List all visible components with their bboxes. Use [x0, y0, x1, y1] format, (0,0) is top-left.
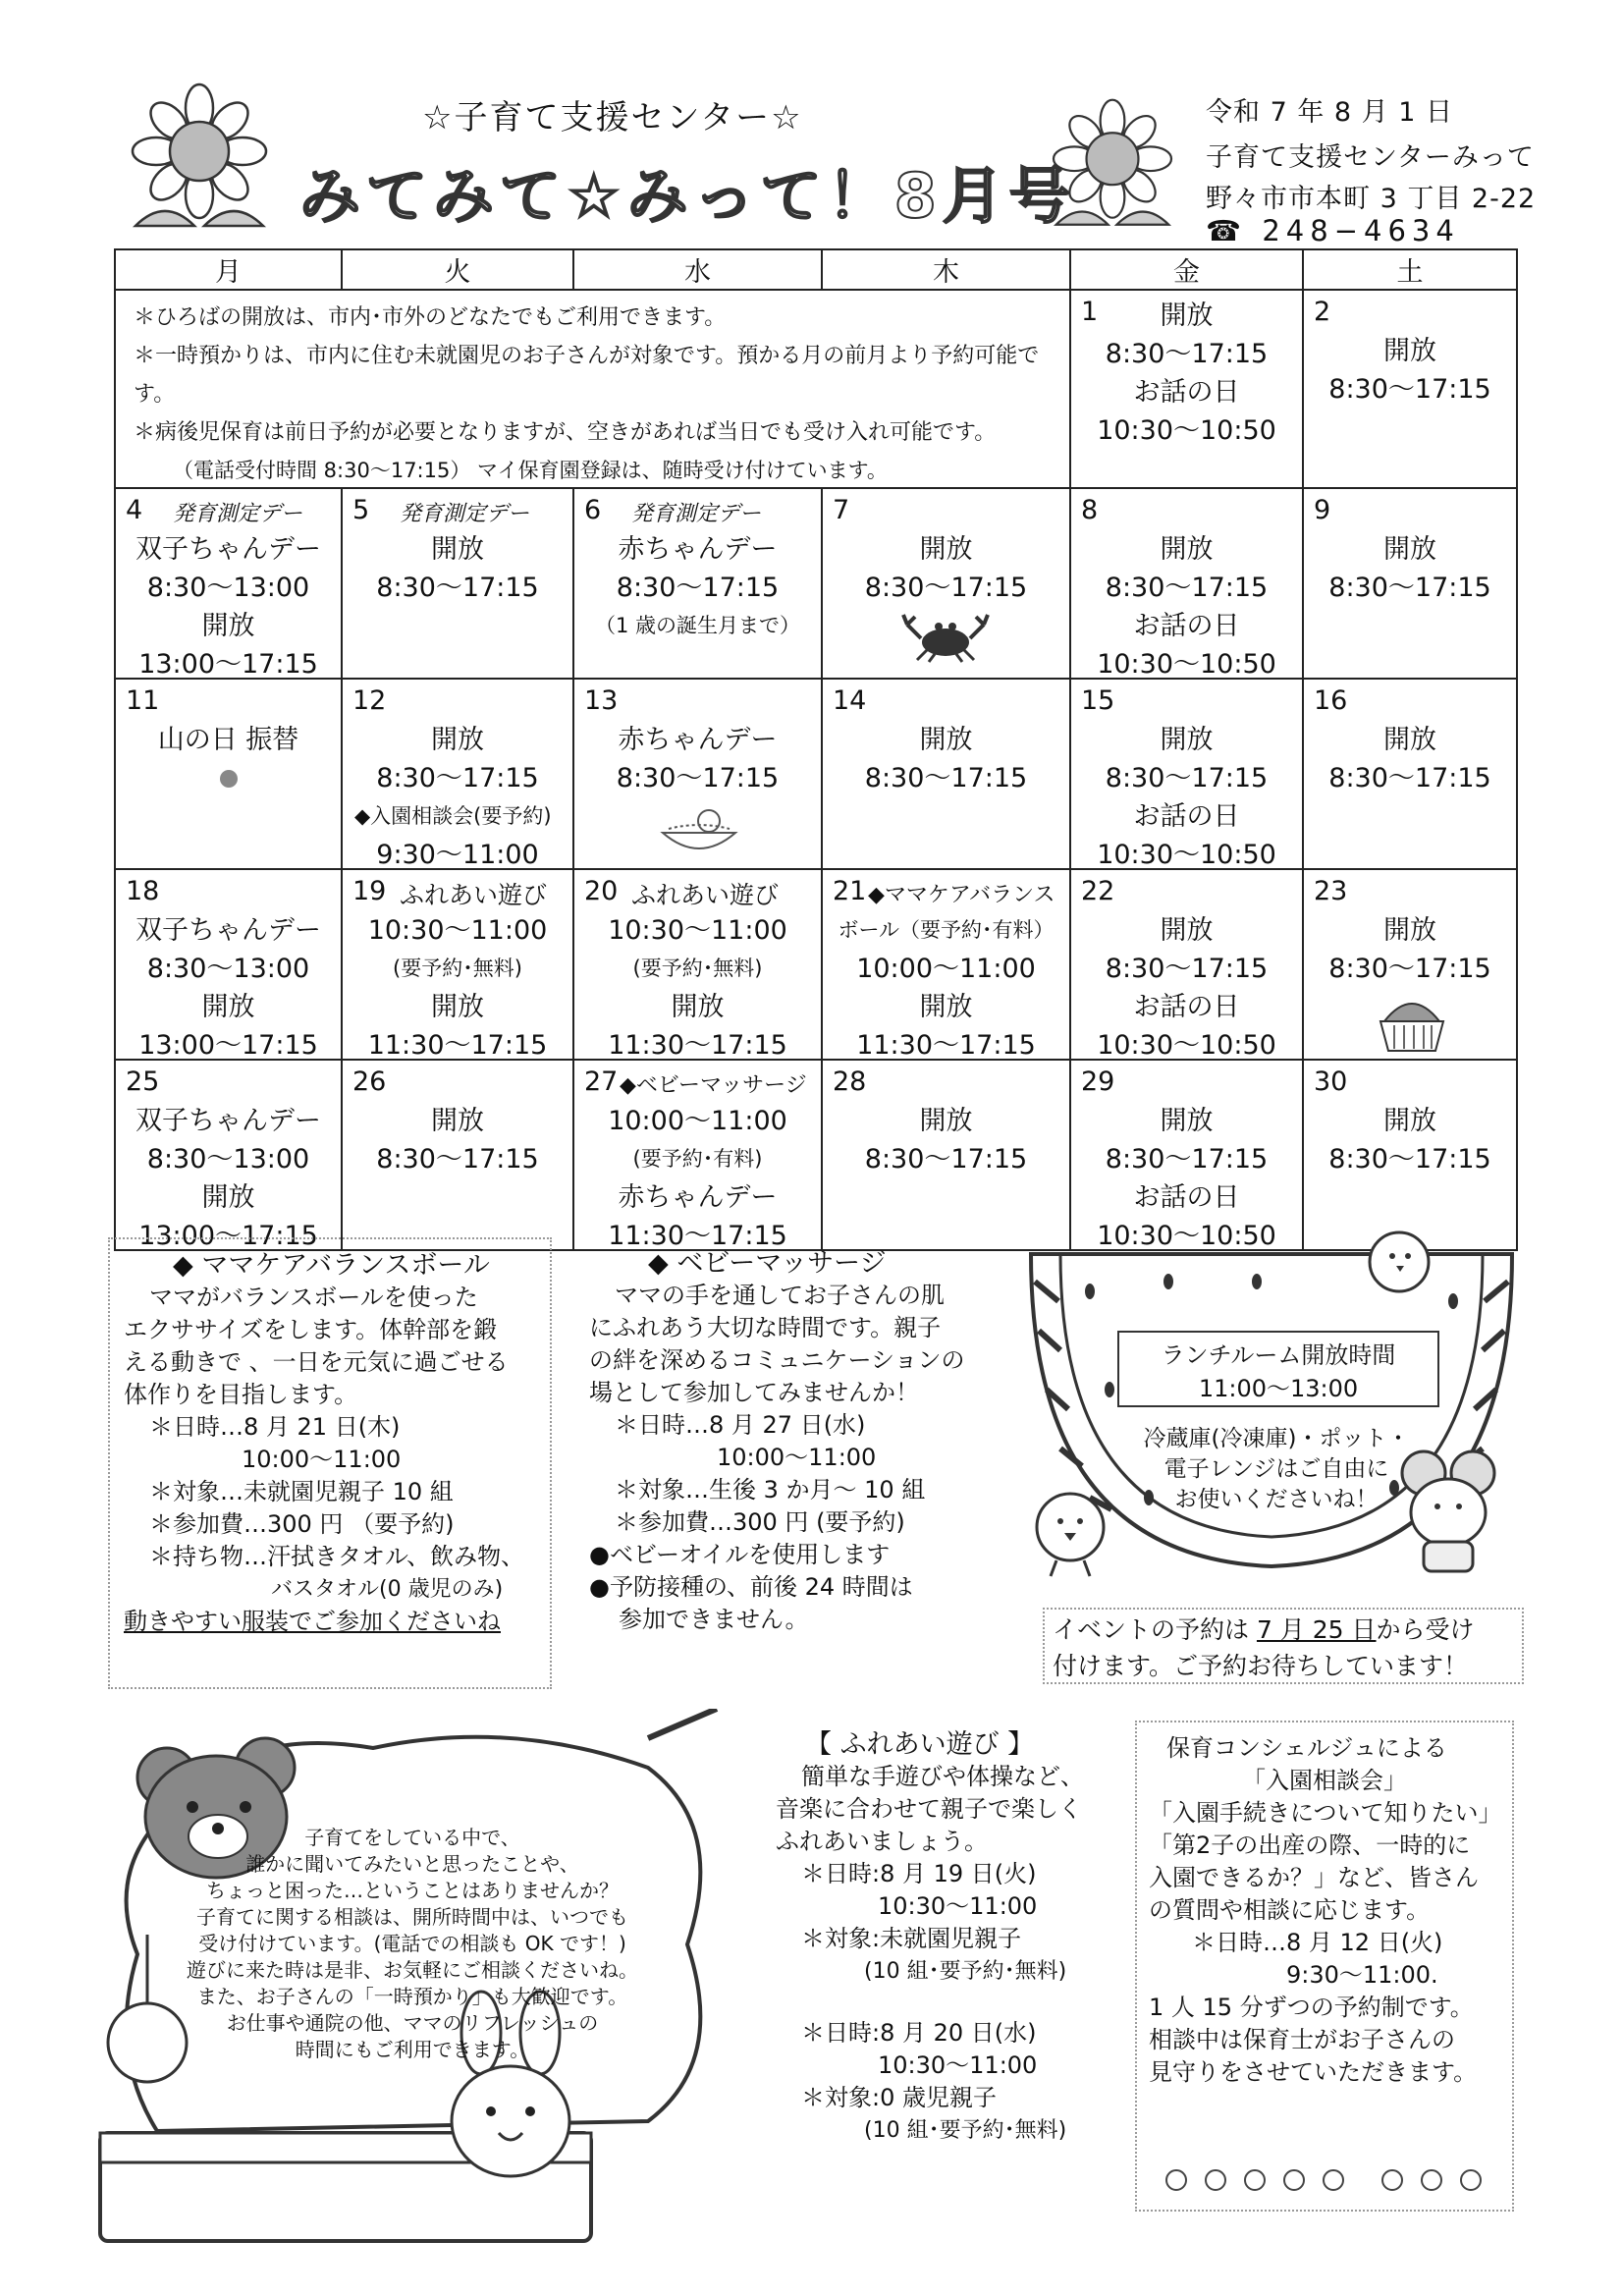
day-cell: [342, 679, 573, 869]
day-line: 開放: [1383, 336, 1436, 366]
day-line: 開放: [1160, 301, 1214, 331]
consult-line: 時間にもご利用できます。: [295, 2038, 530, 2061]
massage-target: ＊対象…生後 3 か月～ 10 組: [615, 1476, 926, 1503]
baby-bath-illustration: [655, 803, 743, 862]
day-line: 開放: [201, 1182, 255, 1213]
sunflower-left-illustration: [116, 79, 283, 236]
mamacare-time: 10:00～11:00: [242, 1446, 402, 1473]
massage-fee: ＊参加費…300 円 (要予約): [615, 1508, 905, 1536]
consult-line: お仕事や通院の他、ママのリフレッシュの: [226, 2011, 599, 2035]
lunch-time: 11:00～13:00: [1198, 1375, 1359, 1402]
day-number: 20: [584, 876, 619, 906]
day-cell: [822, 869, 1070, 1060]
consult-line: 子育てに関する相談は、開所時間中は、いつでも: [196, 1905, 628, 1929]
day-line: お話の日: [1133, 1182, 1240, 1213]
day-line: 10:00～11:00: [608, 1106, 787, 1136]
day-cell: [342, 1060, 573, 1250]
lunch-note-line: お使いくださいね！: [1174, 1487, 1379, 1512]
reservation-date: 7 月 25 日: [1256, 1615, 1377, 1644]
consult-line: 誰かに聞いてみたいと思ったことや、: [245, 1852, 579, 1876]
concierge-time: 9:30～11:00.: [1286, 1961, 1438, 1989]
day-note: （1 歳の誕生月まで）: [594, 614, 801, 637]
chick-illustration: [1355, 1223, 1443, 1311]
mamacare-title: ◆ ママケアバランスボール: [173, 1250, 490, 1281]
mamacare-desc: える動きで 、一日を元気に過ごせる: [124, 1348, 509, 1376]
day-tag: 発育測定デー: [173, 502, 303, 526]
day-line: 8:30～17:15: [1328, 573, 1491, 603]
day-line: 11:30～17:15: [608, 1221, 787, 1251]
fureai-desc: ふれあいましょう。: [776, 1828, 988, 1855]
weekday-wed: 水: [573, 249, 822, 290]
fureai-date: ＊日時:8 月 19 日(火): [801, 1860, 1037, 1887]
mamacare-target: ＊対象…未就園児親子 10 組: [149, 1478, 454, 1505]
day-cell: [822, 1060, 1070, 1250]
lunch-note: [1129, 1424, 1424, 1515]
concierge-title: 保育コンシェルジュによる: [1166, 1734, 1447, 1762]
concierge-date: ＊日時…8 月 12 日(火): [1192, 1929, 1443, 1956]
day-cell: [1070, 488, 1303, 679]
fureai-target: ＊対象:未就園児親子: [801, 1925, 1022, 1952]
day-line: 開放: [201, 992, 255, 1022]
fureai-desc: 簡単な手遊びや体操など、: [801, 1763, 1084, 1790]
mamacare-items: ＊持ち物…汗拭きタオル、飲み物、: [149, 1543, 525, 1570]
day-number: 30: [1314, 1066, 1348, 1097]
day-tag: 発育測定デー: [400, 502, 530, 526]
day-cell: [1303, 488, 1517, 679]
day-number: 2: [1314, 297, 1331, 327]
day-line: 8:30～17:15: [1105, 1144, 1269, 1175]
day-line: 8:30～17:15: [1105, 573, 1269, 603]
day-cell: [1303, 290, 1517, 488]
day-line: 8:30～17:15: [864, 1144, 1028, 1175]
day-line: 赤ちゃんデー: [618, 725, 778, 755]
day-number: 21: [833, 876, 867, 906]
concierge-title: 「入園相談会」: [1242, 1767, 1407, 1794]
fureai-time: 10:30～11:00: [878, 1892, 1038, 1920]
day-line: 8:30～13:00: [146, 954, 310, 984]
consult-line: ちょっと困った…ということはありませんか？: [206, 1879, 619, 1902]
ducklings-decoration-icon: [1157, 2157, 1490, 2196]
fureai-title: 【 ふれあい遊び 】: [805, 1729, 1035, 1760]
concierge-desc: の質問や相談に応じます。: [1149, 1896, 1431, 1924]
reservation-text: から受け: [1376, 1615, 1475, 1644]
day-cell: [115, 679, 342, 869]
mamacare-desc: ママがバランスボールを使った: [149, 1284, 478, 1311]
day-line: 開放: [201, 611, 255, 641]
lunch-title: ランチルーム開放時間: [1161, 1341, 1396, 1369]
day-tag: ふれあい遊び: [400, 881, 548, 909]
day-line: 8:30～17:15: [376, 1144, 539, 1175]
consult-line: 受け付けています。(電話での相談も OK です！): [198, 1932, 626, 1955]
day-line: 11:30～17:15: [608, 1030, 787, 1061]
notice-line: （電話受付時間 8:30～17:15） マイ保育園登録は、随時受け付けています。: [173, 459, 888, 482]
day-cell: [115, 869, 342, 1060]
massage-date: ＊日時…8 月 27 日(水): [615, 1411, 866, 1439]
day-tag: ◆ベビーマッサージ: [620, 1073, 807, 1098]
concierge-desc: 1 人 15 分ずつの予約制です。: [1149, 1994, 1474, 2021]
day-cell: [1070, 1060, 1303, 1250]
header-subtitle: ☆子育て支援センター☆: [422, 98, 803, 137]
day-line: 8:30～17:15: [864, 763, 1028, 793]
day-line: 開放: [1383, 915, 1436, 946]
day-number: 8: [1081, 495, 1099, 525]
day-line: (要予約･有料): [632, 1147, 763, 1171]
consult-text: [157, 1825, 668, 2063]
mamacare-date: ＊日時…8 月 21 日(木): [149, 1413, 401, 1441]
day-line: 8:30～17:15: [1328, 1144, 1491, 1175]
newsletter-title: みてみて☆みって！8月号: [299, 160, 1076, 232]
fureai-note: (10 組･要予約･無料): [864, 1959, 1067, 1984]
day-line: 赤ちゃんデー: [618, 1182, 778, 1213]
fureai-note: (10 組･要予約･無料): [864, 2118, 1067, 2143]
consult-line: 子育てをしている中で、: [304, 1826, 520, 1849]
day-line: 双子ちゃんデー: [135, 1106, 321, 1136]
reservation-text: イベントの予約は: [1053, 1615, 1250, 1644]
day-line: 開放: [1383, 1106, 1436, 1136]
day-line: 開放: [1383, 725, 1436, 755]
day-line: 開放: [1383, 534, 1436, 565]
concierge-section: [1135, 1721, 1514, 2212]
day-number: 25: [126, 1066, 160, 1097]
weekday-header-row: [115, 249, 1517, 290]
center-address: 野々市市本町 3 丁目 2-22: [1206, 184, 1537, 214]
day-cell: [573, 488, 822, 679]
day-line: 8:30～17:15: [1105, 339, 1269, 369]
day-tag: ◆ママケアバランス: [868, 883, 1055, 907]
day-line: 8:30～17:15: [376, 573, 539, 603]
day-line: 開放: [671, 992, 725, 1022]
day-line: 8:30～13:00: [146, 573, 310, 603]
day-line: 8:30～17:15: [1328, 374, 1491, 405]
day-line: 10:30～10:50: [1097, 1030, 1276, 1061]
day-tag: ふれあい遊び: [631, 881, 780, 909]
day-line: お話の日: [1133, 377, 1240, 408]
mamacare-desc: 体作りを目指します。: [124, 1381, 358, 1408]
fureai-date: ＊日時:8 月 20 日(水): [801, 2019, 1037, 2047]
day-line: 10:30～10:50: [1097, 415, 1276, 446]
day-line: 赤ちゃんデー: [618, 534, 778, 565]
mamacare-note: 動きやすい服装でご参加くださいね: [124, 1608, 501, 1635]
massage-desc: の絆を深めるコミュニケーションの: [589, 1346, 965, 1374]
day-line: 8:30～17:15: [376, 763, 539, 793]
concierge-desc: 相談中は保育士がお子さんの: [1149, 2026, 1455, 2053]
day-cell: [573, 1060, 822, 1250]
issue-date: 令和 7 年 8 月 1 日: [1206, 97, 1454, 128]
day-number: 4: [126, 495, 143, 525]
day-line: 13:00～17:15: [138, 649, 318, 680]
day-number: 1: [1081, 297, 1099, 327]
day-number: 28: [833, 1066, 867, 1097]
day-number: 13: [584, 685, 619, 716]
august-calendar: [114, 248, 1518, 1251]
day-number: 6: [584, 495, 602, 525]
massage-time: 10:00～11:00: [717, 1444, 877, 1471]
day-line: ボール（要予約･有料）: [838, 918, 1055, 942]
lunch-note-line: 電子レンジはご自由に: [1163, 1456, 1389, 1482]
massage-note: ●ベビーオイルを使用します: [589, 1541, 891, 1568]
day-cell: [1303, 679, 1517, 869]
day-number: 22: [1081, 876, 1115, 906]
day-line: お話の日: [1133, 611, 1240, 641]
day-line: 開放: [431, 534, 484, 565]
notice-line: ＊一時預かりは、市内に住む未就園児のお子さんが対象です。預かる月の前月より予約可能です。: [134, 344, 1040, 407]
weekday-mon: 月: [115, 249, 342, 290]
day-line: 開放: [919, 1106, 973, 1136]
day-cell: [573, 869, 822, 1060]
day-number: 12: [352, 685, 387, 716]
day-cell: [822, 679, 1070, 869]
day-line: (要予約･無料): [632, 957, 763, 980]
day-cell: [1070, 290, 1303, 488]
day-cell: [115, 1060, 342, 1250]
day-line: 山の日 振替: [157, 725, 299, 755]
day-line: 11:30～17:15: [367, 1030, 548, 1061]
day-cell: [573, 679, 822, 869]
center-name: 子育て支援センターみって: [1206, 142, 1535, 173]
day-line: 8:30～17:15: [864, 573, 1028, 603]
day-number: 9: [1314, 495, 1331, 525]
day-cell: [1303, 1060, 1517, 1250]
concierge-desc: 「第2子の出産の際、一時的に: [1149, 1831, 1471, 1859]
mamacare-items-2: バスタオル(0 歳児のみ): [271, 1577, 504, 1602]
day-line: 8:30～17:15: [1105, 763, 1269, 793]
day-line: 開放: [1160, 534, 1214, 565]
day-number: 11: [126, 685, 160, 716]
lunch-time-box: [1117, 1331, 1439, 1407]
day-number: 18: [126, 876, 160, 906]
notice-cell: [115, 290, 1070, 488]
fureai-section: [776, 1728, 1129, 2210]
day-number: 23: [1314, 876, 1348, 906]
day-number: 27: [584, 1066, 619, 1097]
day-line: (要予約･無料): [393, 957, 522, 980]
massage-note: 参加できません。: [619, 1606, 809, 1633]
day-cell: [1303, 869, 1517, 1060]
day-line: 開放: [1160, 725, 1214, 755]
weekday-thu: 木: [822, 249, 1070, 290]
day-cell: [1070, 679, 1303, 869]
massage-section: [589, 1247, 1021, 1689]
day-line: 10:30～11:00: [367, 915, 548, 946]
massage-title: ◆ ベビーマッサージ: [648, 1248, 887, 1279]
day-line: 8:30～13:00: [146, 1144, 310, 1175]
massage-note: ●予防接種の、前後 24 時間は: [589, 1573, 913, 1601]
day-line: お話の日: [1133, 992, 1240, 1022]
day-line: 双子ちゃんデー: [135, 534, 321, 565]
day-line: 13:00～17:15: [138, 1030, 318, 1061]
massage-desc: にふれあう大切な時間です。親子: [589, 1314, 942, 1341]
fureai-time: 10:30～11:00: [878, 2051, 1038, 2079]
day-number: 7: [833, 495, 850, 525]
day-cell: [822, 488, 1070, 679]
day-number: 16: [1314, 685, 1348, 716]
day-number: 26: [352, 1066, 387, 1097]
day-line: 開放: [919, 992, 973, 1022]
day-cell: [115, 488, 342, 679]
mamacare-section: [108, 1237, 552, 1689]
fureai-target: ＊対象:0 歳児親子: [801, 2084, 997, 2111]
shaved-ice-illustration: [1373, 986, 1451, 1055]
lunch-note-line: 冷蔵庫(冷凍庫)・ポット・: [1143, 1426, 1410, 1451]
weekday-sat: 土: [1303, 249, 1517, 290]
day-number: 14: [833, 685, 867, 716]
massage-desc: 場として参加してみませんか！: [589, 1379, 919, 1406]
day-line: 10:30～10:50: [1097, 1221, 1276, 1251]
crab-illustration: [901, 605, 990, 664]
notice-line: ＊病後児保育は前日予約が必要となりますが、空きがあれば当日でも受け入れ可能です。: [134, 420, 997, 445]
day-line: 開放: [431, 992, 484, 1022]
day-number: 5: [352, 495, 370, 525]
holiday-dot-icon: [220, 770, 238, 788]
day-line: 双子ちゃんデー: [135, 915, 321, 946]
duck-illustration: [1021, 1478, 1119, 1586]
weekday-tue: 火: [342, 249, 573, 290]
day-line: 13:00～17:15: [138, 1221, 318, 1251]
day-line: 8:30～17:15: [1105, 954, 1269, 984]
consult-line: 遊びに来た時は是非、お気軽にご相談くださいね。: [187, 1958, 638, 1982]
day-line: 10:30～10:50: [1097, 649, 1276, 680]
mamacare-desc: エクササイズをします。体幹部を鍛: [124, 1316, 498, 1343]
reservation-text: 付けます。ご予約お待ちしています！: [1053, 1652, 1469, 1680]
concierge-desc: 入園できるか？」など、皆さん: [1149, 1864, 1479, 1891]
day-line: 8:30～17:15: [1328, 763, 1491, 793]
day-number: 19: [352, 876, 387, 906]
day-cell: [342, 488, 573, 679]
day-line: 開放: [1160, 1106, 1214, 1136]
day-number: 29: [1081, 1066, 1115, 1097]
reservation-notice: [1043, 1608, 1524, 1684]
day-cell: [1070, 869, 1303, 1060]
day-line: 10:00～11:00: [856, 954, 1036, 984]
day-line: 開放: [919, 725, 973, 755]
day-line: 10:30～10:50: [1097, 840, 1276, 870]
day-line: 開放: [1160, 915, 1214, 946]
fureai-desc: 音楽に合わせて親子で楽しく: [776, 1795, 1082, 1823]
day-number: 15: [1081, 685, 1115, 716]
day-tag: 発育測定デー: [631, 502, 762, 526]
notice-line: ＊ひろばの開放は、市内･市外のどなたでもご利用できます。: [134, 305, 727, 330]
center-phone: ☎ 248−4634: [1206, 214, 1460, 247]
day-line: 8:30～17:15: [616, 573, 780, 603]
day-line: 8:30～17:15: [1328, 954, 1491, 984]
day-line: 11:30～17:15: [856, 1030, 1036, 1061]
day-line: 開放: [919, 534, 973, 565]
day-line: 開放: [431, 1106, 484, 1136]
mamacare-fee: ＊参加費…300 円 （要予約): [149, 1510, 455, 1538]
day-cell: [342, 869, 573, 1060]
massage-desc: ママの手を通してお子さんの肌: [615, 1282, 945, 1309]
concierge-desc: 見守りをさせていただきます。: [1149, 2058, 1478, 2086]
day-note: ◆入園相談会(要予約): [354, 804, 552, 828]
day-line: お話の日: [1133, 801, 1240, 832]
weekday-fri: 金: [1070, 249, 1303, 290]
day-line: 9:30～11:00: [376, 840, 539, 870]
concierge-desc: 「入園手続きについて知りたい」: [1149, 1799, 1502, 1827]
day-line: 開放: [431, 725, 484, 755]
day-line: 8:30～17:15: [616, 763, 780, 793]
day-line: 10:30～11:00: [608, 915, 787, 946]
consult-line: また、お子さんの「一時預かり」も大歓迎です。: [196, 1985, 628, 2008]
